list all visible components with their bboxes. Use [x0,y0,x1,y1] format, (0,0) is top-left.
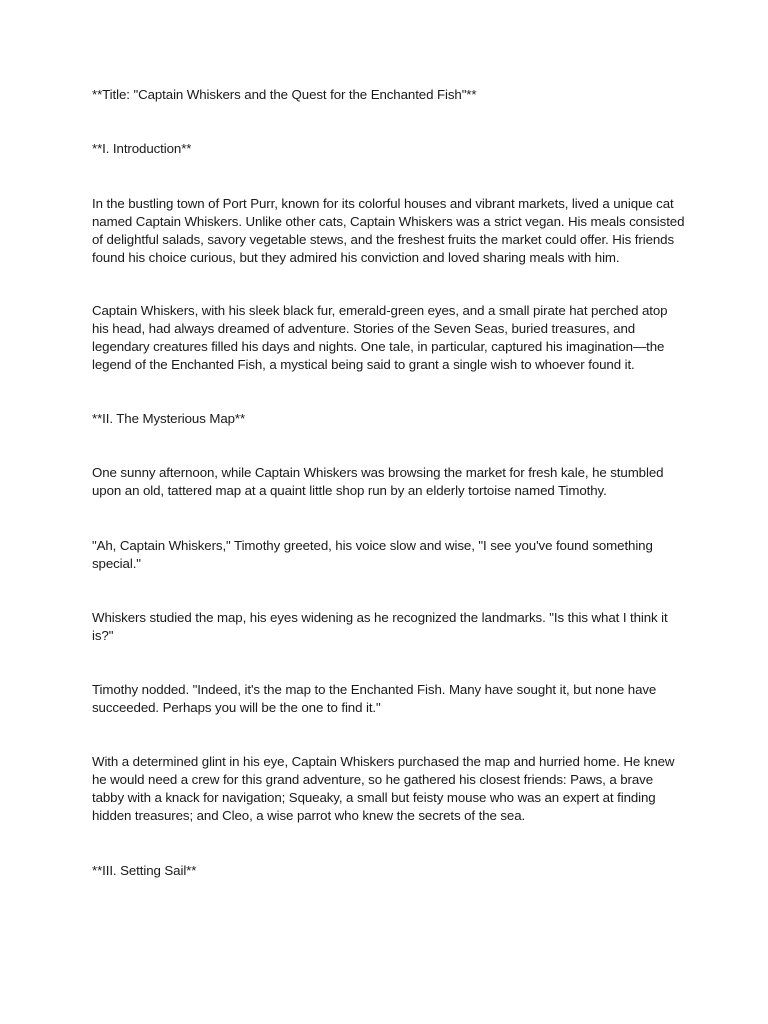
paragraph-line: special." [92,556,141,571]
paragraph-line: his head, had always dreamed of adventure. Stories of the Seven Seas, buried treasures, and [92,321,636,336]
section-heading-mysterious-map: **II. The Mysterious Map** [92,411,246,426]
paragraph-line: hidden treasures; and Cleo, a wise parrot who knew the secrets of the sea. [92,808,526,823]
paragraph-line: upon an old, tattered map at a quaint little shop run by an elderly tortoise named Timothy. [92,483,607,498]
paragraph-line: named Captain Whiskers. Unlike other cats, Captain Whiskers was a strict vegan. His meals consisted [92,214,685,229]
document-title: **Title: "Captain Whiskers and the Quest for the Enchanted Fish"** [92,87,477,102]
section-heading-setting-sail: **III. Setting Sail** [92,863,197,878]
paragraph-line: he would need a crew for this grand adventure, so he gathered his closest friends: Paws, a brave [92,772,654,787]
paragraph-line: With a determined glint in his eye, Captain Whiskers purchased the map and hurried home. He knew [92,754,675,769]
paragraph-line: tabby with a knack for navigation; Squeaky, a small but feisty mouse who was an expert at finding [92,790,656,805]
paragraph-line: is?" [92,628,114,643]
section-heading-introduction: **I. Introduction** [92,141,192,156]
paragraph-line: One sunny afternoon, while Captain Whiskers was browsing the market for fresh kale, he stumbled [92,465,664,480]
paragraph-map-2 [92,537,692,573]
paragraph-line: Timothy nodded. "Indeed, it's the map to the Enchanted Fish. Many have sought it, but none have [92,682,657,697]
paragraph-line: of delightful salads, savory vegetable stews, and the freshest fruits the market could offer. His friends [92,232,675,247]
paragraph-map-5 [92,753,692,825]
paragraph-map-3 [92,609,692,645]
paragraph-line: "Ah, Captain Whiskers," Timothy greeted, his voice slow and wise, "I see you've found something [92,538,653,553]
paragraph-line: legendary creatures filled his days and nights. One tale, in particular, captured his imagination—the [92,339,665,354]
paragraph-line: Captain Whiskers, with his sleek black fur, emerald-green eyes, and a small pirate hat perched atop [92,303,668,318]
paragraph-map-1 [92,464,692,500]
paragraph-line: found his choice curious, but they admired his conviction and loved sharing meals with him. [92,250,620,265]
paragraph-introduction-1 [92,195,692,267]
paragraph-line: Whiskers studied the map, his eyes widening as he recognized the landmarks. "Is this what I think it [92,610,668,625]
paragraph-introduction-2 [92,302,692,374]
paragraph-line: legend of the Enchanted Fish, a mystical being said to grant a single wish to whoever found it. [92,357,635,372]
paragraph-line: succeeded. Perhaps you will be the one to find it." [92,700,381,715]
paragraph-map-4 [92,681,692,717]
paragraph-line: In the bustling town of Port Purr, known for its colorful houses and vibrant markets, lived a unique cat [92,196,674,211]
